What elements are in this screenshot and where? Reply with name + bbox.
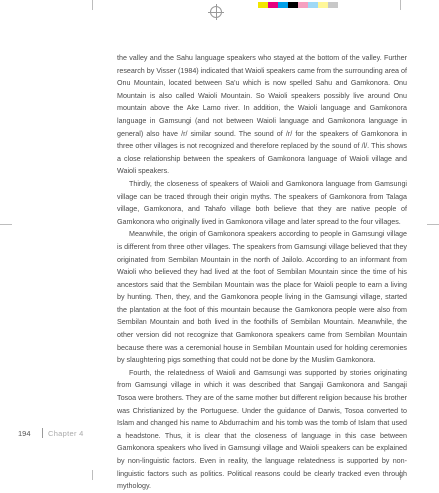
color-swatch bbox=[278, 2, 288, 8]
color-swatch bbox=[258, 2, 268, 8]
footer-divider bbox=[42, 428, 43, 438]
color-swatch bbox=[318, 2, 328, 8]
crop-mark bbox=[92, 470, 93, 480]
color-swatch bbox=[288, 2, 298, 8]
chapter-label: Chapter 4 bbox=[48, 428, 84, 438]
print-color-bar bbox=[258, 2, 338, 8]
color-swatch bbox=[298, 2, 308, 8]
crop-mark bbox=[0, 224, 12, 225]
crop-mark bbox=[92, 0, 93, 10]
page-footer bbox=[18, 427, 84, 439]
document-body bbox=[117, 52, 407, 493]
color-swatch bbox=[268, 2, 278, 8]
crop-mark bbox=[427, 224, 439, 225]
paragraph: the valley and the Sahu language speakers who stayed at the bottom of the valley. Further research by Visser (1984) indicated that Waioli speakers came from the surrounding area of Onu Mountain, located between Sa'u which is now spelled Sahu and Gamkonora. Onu Mountain is also called Waioli Mountain. So Waioli speakers possibly live around Onu mountain above the Ake Lamo river. In addition, the Waioli language and Gamkonora language in Gamsungi (and not between Waioli language and Gamkonora language in general) also have /r/ similar sound. The sound of /r/ for the speakers of Gamkonora in three other villages is not recognized and therefore replaced by the sound of /l/. This shows a close relationship between the speakers of Gamkonora language of Waioli village and Waioli speakers. bbox=[117, 54, 407, 176]
registration-mark-icon bbox=[210, 6, 222, 18]
color-swatch bbox=[308, 2, 318, 8]
crop-mark bbox=[400, 0, 401, 10]
paragraph: Meanwhile, the origin of Gamkonora speakers according to people in Gamsungi village is different from three other villages. The speakers from Gamsungi village believed that they originated from Sembilan Mountain in the north of Jailolo. According to an informant from Waioli who believed they had lived at the foot of Sembilan Mountain since the time of his ancestors said that the Sembilan Mountain was the place for Waioli people to earn a living by hunting. Then, they, and the Gamkonora people living in the Gamsungi village, started the plantation at the foot of this mountain because the Gamkonora people were also from Sembilan Mountain and both lived in the foothills of Sembilan Mountain. Meanwhile, the other version did not recognize that Gamkonora speakers came from Sembilan Mountain because there was a ceremonial house in Sembilan Mountain used for holding ceremonies by slaughtering pigs something that could not be done by the Muslim Gamkonora. bbox=[117, 230, 407, 365]
paragraph: Thirdly, the closeness of speakers of Waioli and Gamkonora language from Gamsungi village can be traced through their origin myths. The speakers of Gamkonora from Talaga village, Gamkonora, and Tahafo village both believe that they are native people of Gamkonora who originally lived in Gamkonora village and later spread to the four villages. bbox=[117, 179, 407, 226]
color-swatch bbox=[328, 2, 338, 8]
paragraph: Fourth, the relatedness of Waioli and Gamsungi was supported by stories originating from Gamsungi village in which it was described that Sangaji Gamkonora and Sangaji Tosoa were brothers. They are of the same mother but different religion because his brother was Christianized by the Portuguese. Under the guidance of Darwis, Tosoa converted to Islam and changed his name to Abdurrachim and his tomb was the tomb of Islam that used a headstone. Thus, it is clear that the closeness of language in this case between Gamkonora speakers who lived in Gamsungi village and Waioli speakers can be explained by non-linguistic factors. Even in reality, the language relatedness is supported by non-linguistic factors such as politics. Political reasons could be clearly tracked even through mythology. bbox=[117, 368, 407, 491]
page-number: 194 bbox=[18, 428, 31, 438]
